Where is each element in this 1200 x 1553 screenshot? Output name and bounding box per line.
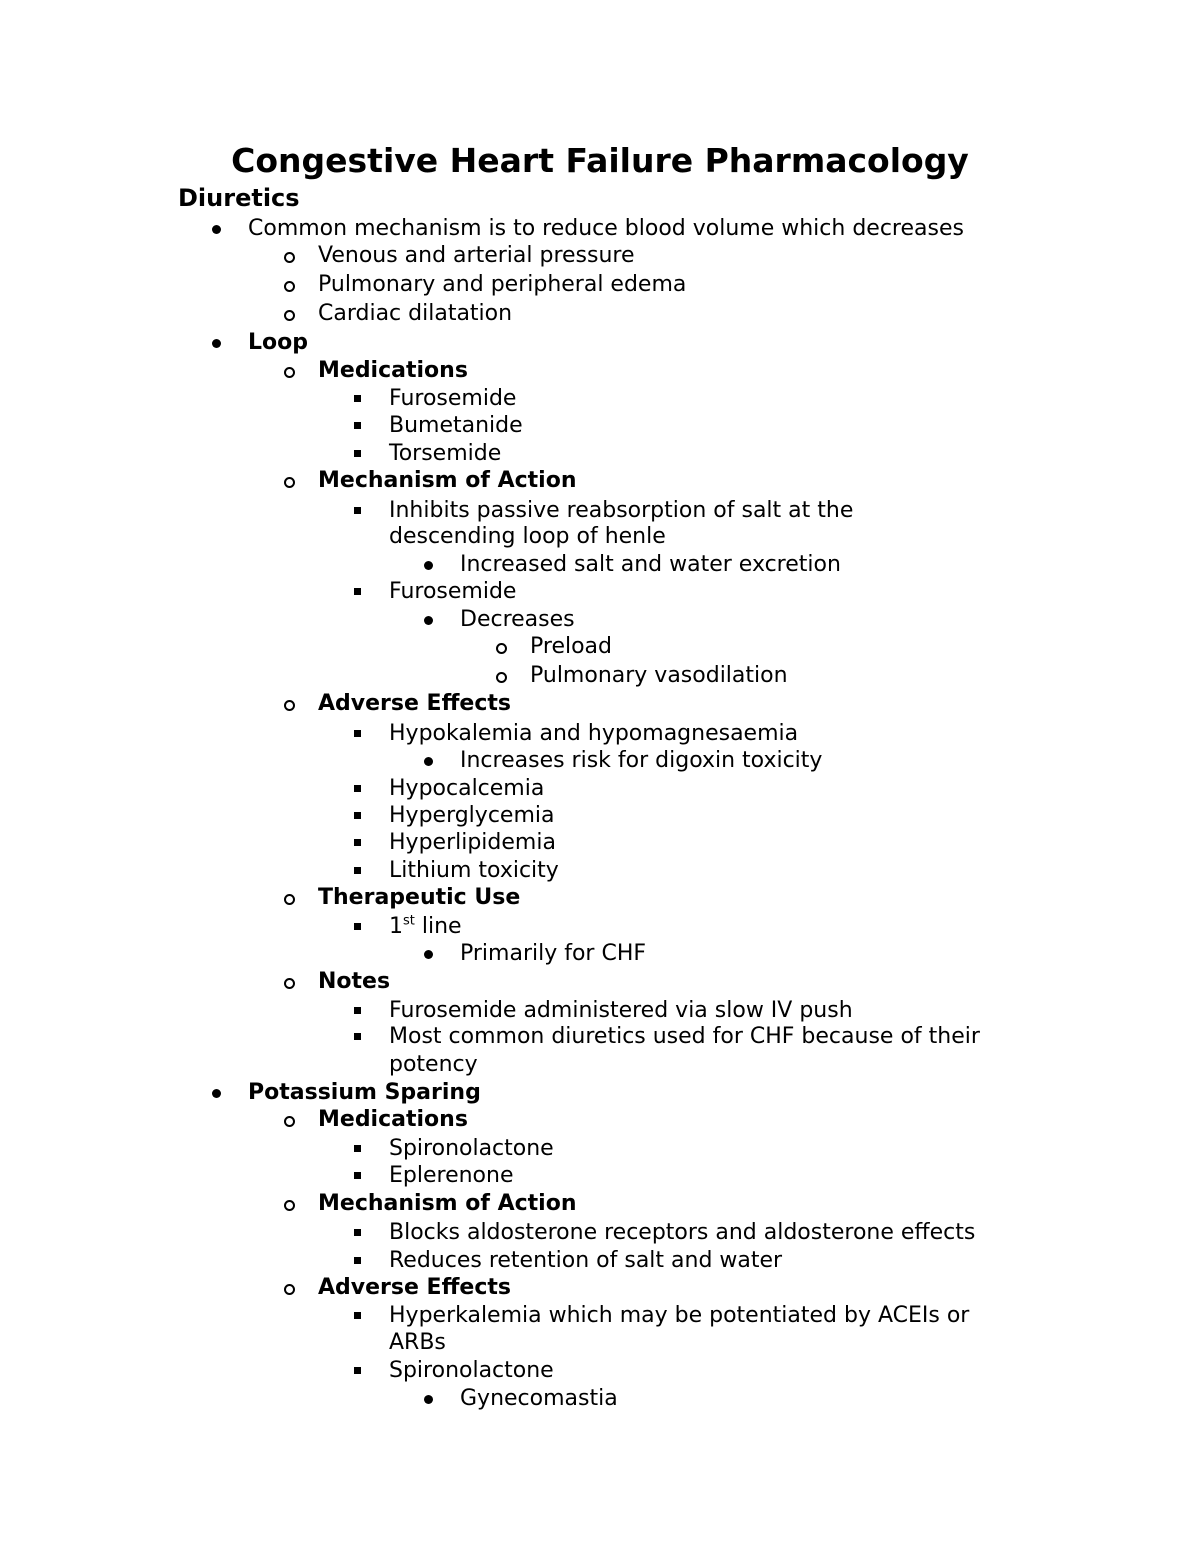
circle-bullet-icon <box>284 978 295 989</box>
circle-bullet-icon <box>284 477 295 488</box>
circle-bullet-icon <box>284 1116 295 1127</box>
outline-item: Lithium toxicity <box>389 858 559 883</box>
outline-item: Increased salt and water excretion <box>460 552 841 577</box>
square-bullet-icon <box>354 395 361 402</box>
outline-heading: Adverse Effects <box>318 691 511 716</box>
outline-item: Furosemide administered via slow IV push <box>389 998 853 1023</box>
circle-bullet-icon <box>284 894 295 905</box>
outline-item: Hypokalemia and hypomagnesaemia <box>389 721 799 746</box>
outline-item: descending loop of henle <box>389 524 666 549</box>
outline-item: potency <box>389 1052 478 1077</box>
square-bullet-icon <box>354 588 361 595</box>
outline-item: 1st line <box>389 913 462 939</box>
disc-bullet-icon <box>424 561 433 570</box>
square-bullet-icon <box>354 507 361 514</box>
outline-heading: Therapeutic Use <box>318 885 521 910</box>
square-bullet-icon <box>354 422 361 429</box>
square-bullet-icon <box>354 450 361 457</box>
outline-item: Inhibits passive reabsorption of salt at the <box>389 498 854 523</box>
outline-item: Spironolactone <box>389 1358 554 1383</box>
page-title: Congestive Heart Failure Pharmacology <box>231 141 969 180</box>
outline-heading: Medications <box>318 1107 468 1132</box>
circle-bullet-icon <box>284 1284 295 1295</box>
outline-heading: Mechanism of Action <box>318 1191 577 1216</box>
square-bullet-icon <box>354 1229 361 1236</box>
circle-bullet-icon <box>496 672 507 683</box>
outline-item: Reduces retention of salt and water <box>389 1248 783 1273</box>
disc-bullet-icon <box>424 950 433 959</box>
outline-item: Decreases <box>460 607 575 632</box>
outline-heading: Potassium Sparing <box>248 1080 481 1105</box>
circle-bullet-icon <box>496 643 507 654</box>
outline-item: Pulmonary vasodilation <box>530 663 788 688</box>
outline-item: Cardiac dilatation <box>318 301 513 326</box>
disc-bullet-icon <box>212 1089 221 1098</box>
outline-item: Most common diuretics used for CHF because of their <box>389 1024 980 1049</box>
square-bullet-icon <box>354 923 361 930</box>
outline-item: Blocks aldosterone receptors and aldosterone effects <box>389 1220 976 1245</box>
outline-item: Pulmonary and peripheral edema <box>318 272 687 297</box>
square-bullet-icon <box>354 1257 361 1264</box>
disc-bullet-icon <box>424 1395 433 1404</box>
square-bullet-icon <box>354 1007 361 1014</box>
outline-item: Eplerenone <box>389 1163 514 1188</box>
square-bullet-icon <box>354 839 361 846</box>
square-bullet-icon <box>354 867 361 874</box>
square-bullet-icon <box>354 812 361 819</box>
square-bullet-icon <box>354 1145 361 1152</box>
outline-item: Torsemide <box>389 441 502 466</box>
outline-item: ARBs <box>389 1330 446 1355</box>
outline-item: Preload <box>530 634 612 659</box>
outline-item: Venous and arterial pressure <box>318 243 635 268</box>
square-bullet-icon <box>354 1367 361 1374</box>
square-bullet-icon <box>354 1312 361 1319</box>
disc-bullet-icon <box>424 757 433 766</box>
outline-item: Hyperglycemia <box>389 803 555 828</box>
square-bullet-icon <box>354 785 361 792</box>
outline-item: Furosemide <box>389 579 517 604</box>
disc-bullet-icon <box>212 339 221 348</box>
outline-item: Hyperlipidemia <box>389 830 556 855</box>
outline-item: Gynecomastia <box>460 1386 618 1411</box>
circle-bullet-icon <box>284 310 295 321</box>
outline-item: Primarily for CHF <box>460 941 647 966</box>
outline-heading: Loop <box>248 330 308 355</box>
square-bullet-icon <box>354 1172 361 1179</box>
circle-bullet-icon <box>284 281 295 292</box>
outline-item: Spironolactone <box>389 1136 554 1161</box>
circle-bullet-icon <box>284 1200 295 1211</box>
outline-item: Common mechanism is to reduce blood volume which decreases <box>248 216 964 241</box>
outline-heading: Notes <box>318 969 391 994</box>
outline-item: Bumetanide <box>389 413 523 438</box>
outline-heading: Adverse Effects <box>318 1275 511 1300</box>
circle-bullet-icon <box>284 700 295 711</box>
outline-heading: Medications <box>318 358 468 383</box>
disc-bullet-icon <box>424 616 433 625</box>
outline-heading: Mechanism of Action <box>318 468 577 493</box>
square-bullet-icon <box>354 1033 361 1040</box>
disc-bullet-icon <box>212 225 221 234</box>
circle-bullet-icon <box>284 367 295 378</box>
square-bullet-icon <box>354 730 361 737</box>
outline-item: Furosemide <box>389 386 517 411</box>
circle-bullet-icon <box>284 252 295 263</box>
outline-item: Hypocalcemia <box>389 776 545 801</box>
outline-item: Increases risk for digoxin toxicity <box>460 748 823 773</box>
outline-item: Hyperkalemia which may be potentiated by ACEIs or <box>389 1303 970 1328</box>
section-heading: Diuretics <box>178 184 300 212</box>
